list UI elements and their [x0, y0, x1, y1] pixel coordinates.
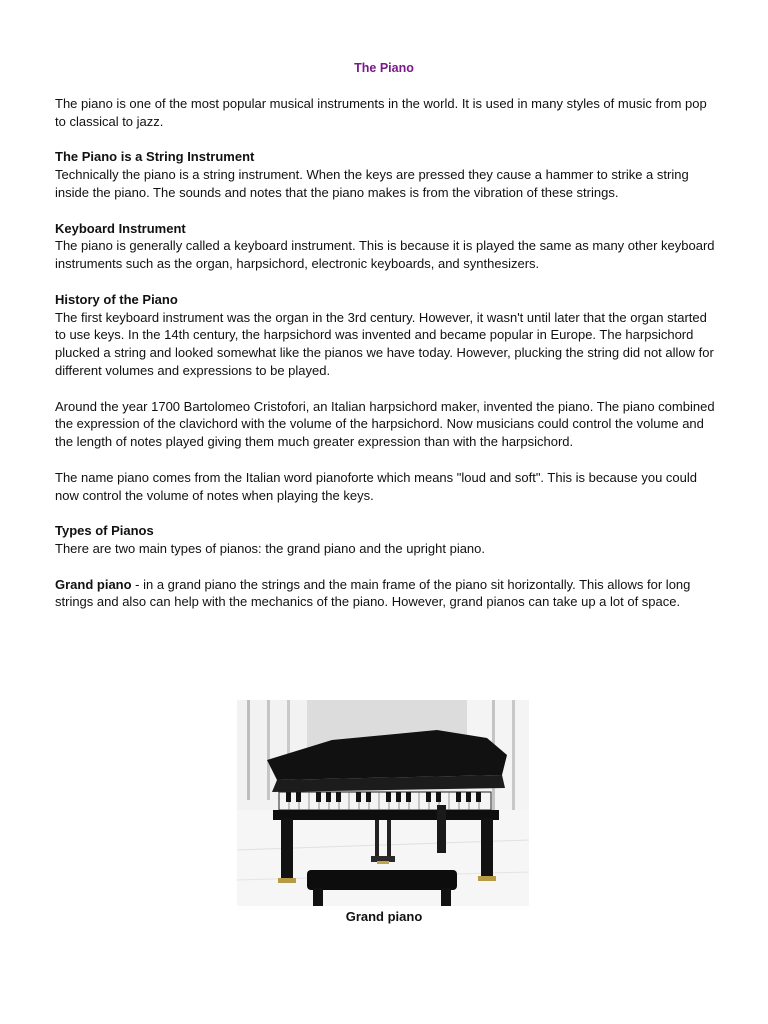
page-title: The Piano [354, 61, 414, 75]
string-instrument-heading: The Piano is a String Instrument [55, 149, 255, 165]
history-paragraph-3: The name piano comes from the Italian word pianoforte which means "loud and soft". This is because you could now control the volume of notes when playing the keys. [55, 469, 698, 503]
history-paragraph-2: Around the year 1700 Bartolomeo Cristofori, an Italian harpsichord maker, invented the piano. The piano combined the expression of the clavichord with the volume of the harpsichord. Now musicians could control the volume and the length of notes played giving them much greater expression than with the harpsichord. [55, 398, 715, 450]
grand-piano-description: - in a grand piano the strings and the main frame of the piano sit horizontally. This allows for long strings and also can help with the mechanics of the piano. However, grand pianos can take up a lot of space. [55, 576, 691, 610]
history-paragraph-1: The first keyboard instrument was the organ in the 3rd century. However, it wasn't until later that the organ started to use keys. In the 14th century, the harpsichord was invented and became popular in Europe. The harpsichord plucked a string and looked somewhat like the pianos we have today. However, plucking the string did not allow for different volumes and expressions to be played. [55, 309, 714, 378]
grand-piano-term: Grand piano [55, 576, 132, 592]
types-paragraph: There are two main types of pianos: the grand piano and the upright piano. [55, 540, 486, 556]
intro-paragraph: The piano is one of the most popular musical instruments in the world. It is used in many styles of music from pop to classical to jazz. [55, 96, 707, 129]
grand-piano-photo [237, 700, 529, 906]
keyboard-instrument-heading: Keyboard Instrument [55, 220, 186, 236]
grand-piano-paragraph [55, 576, 720, 612]
string-instrument-paragraph: Technically the piano is a string instrument. When the keys are pressed they cause a hammer to strike a string inside the piano. The sounds and notes that the piano makes is from the vibration of these strings. [55, 167, 689, 200]
keyboard-instrument-paragraph: The piano is generally called a keyboard instrument. This is because it is played the same as many other keyboard instruments such as the organ, harpsichord, electronic keyboards, and synthesizers. [55, 238, 715, 272]
figure-caption: Grand piano [345, 909, 423, 924]
types-heading: Types of Pianos [55, 523, 154, 539]
document-body [55, 95, 720, 629]
history-heading: History of the Piano [55, 291, 178, 307]
